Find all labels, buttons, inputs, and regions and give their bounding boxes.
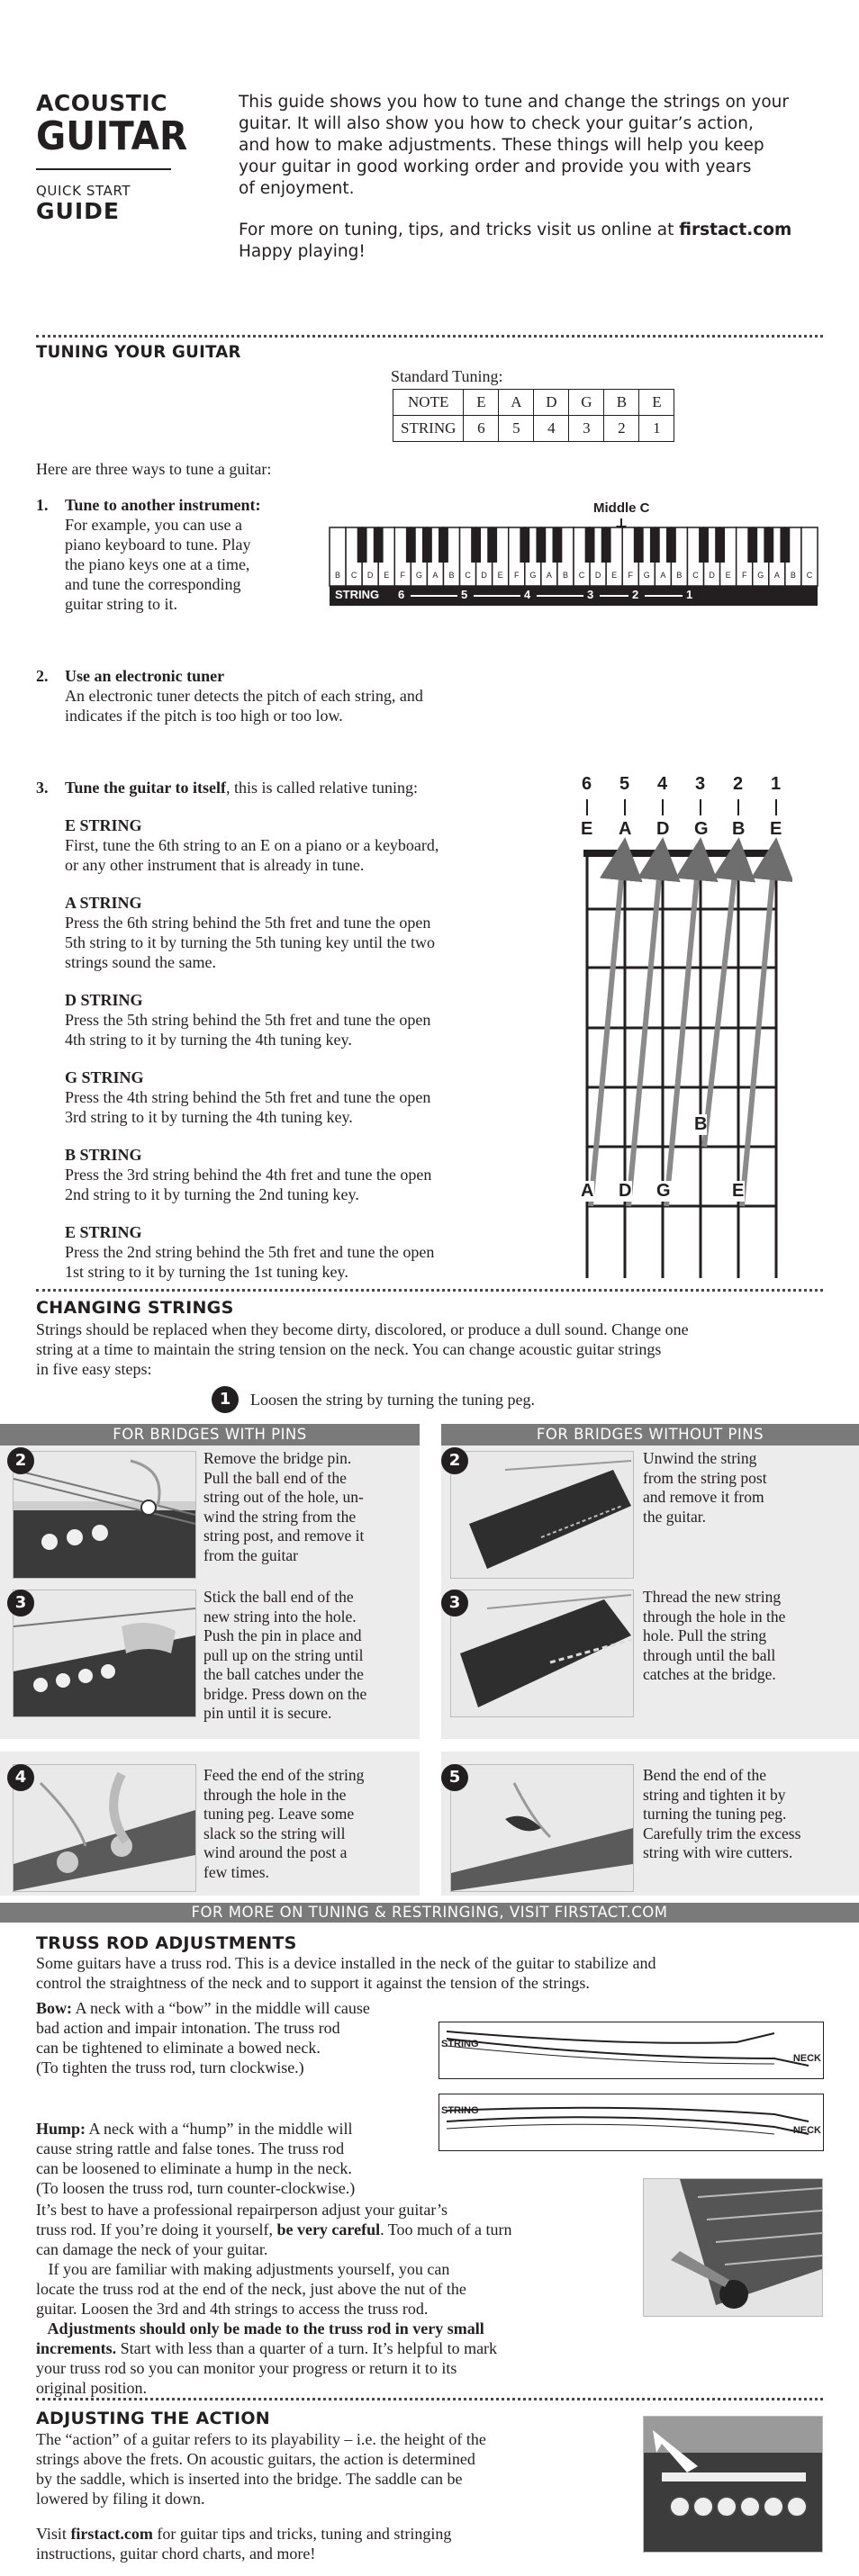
firstact-link[interactable]: firstact.com: [70, 2525, 153, 2543]
hump-diagram-svg: [439, 2094, 823, 2150]
method-1: [36, 495, 324, 614]
step-1-text: Loosen the string by turning the tuning peg.: [250, 1391, 535, 1409]
truss-rod-illustration: [644, 2179, 822, 2316]
fretboard-svg: [576, 774, 792, 1278]
table-cell: A: [499, 390, 534, 416]
relative-step-line: 3rd string to it by turning the 4th tuning key.: [65, 1108, 353, 1126]
black-key: [747, 527, 757, 563]
relative-step-line: 1st string to it by turning the 1st tuning key.: [65, 1263, 348, 1281]
key-label: F: [514, 571, 520, 580]
fretboard-fretted-note: A: [581, 1181, 594, 1201]
standard-tuning-label: Standard Tuning:: [391, 367, 503, 385]
black-key: [471, 527, 481, 563]
feed-string-photo: [13, 1764, 196, 1892]
fretboard-tick: [624, 799, 626, 815]
changing-heading: CHANGING STRINGS: [36, 1298, 234, 1318]
method-number: 1.: [36, 496, 49, 514]
key-label: B: [335, 571, 341, 580]
relative-step: [65, 893, 558, 972]
relative-step-title: B STRING: [65, 1146, 142, 1164]
standard-tuning-table: [393, 389, 674, 442]
key-label: D: [709, 571, 715, 580]
relative-step: [65, 815, 558, 875]
changing-intro: [36, 1320, 828, 1379]
fretboard-open-note: A: [619, 819, 632, 839]
black-key: [357, 527, 367, 563]
relative-step-line: First, tune the 6th string to an E on a piano or a keyboard,: [65, 836, 439, 854]
table-cell: 5: [499, 416, 534, 442]
fretboard-string-number: 4: [657, 774, 668, 794]
intro-line: Strings should be replaced when they become dirty, discolored, or produce a dull sound. Change one: [36, 1320, 689, 1338]
more-info-line: For more on tuning, tips, and tricks visit us online at firstact.com: [239, 221, 792, 239]
relative-tuning-fretboard: [576, 774, 792, 1278]
black-key: [553, 527, 563, 563]
relative-step-title: G STRING: [65, 1068, 144, 1086]
happy-playing: Happy playing!: [239, 242, 366, 261]
table-row: [393, 390, 674, 416]
bow-title: Bow:: [36, 1999, 72, 2017]
method-line: An electronic tuner detects the pitch of each string, and: [65, 687, 423, 705]
intro-line: guitar. It will also show you how to check your guitar’s action,: [239, 114, 754, 133]
relative-step-title: D STRING: [65, 991, 143, 1009]
fretboard-fretted-note: D: [619, 1181, 632, 1201]
black-key: [439, 527, 448, 563]
step-number-badge: 2: [441, 1447, 468, 1474]
black-key: [764, 527, 773, 563]
fretboard-string-number: 6: [582, 774, 592, 794]
relative-step-line: Press the 5th string behind the 5th fret and tune the open: [65, 1011, 431, 1029]
action-paragraph: The “action” of a guitar refers to its playability – i.e. the height of the strings above the frets. On acoustic guitars, the action is determined by the saddle, which is inserted into the bridge. The saddle can be lowered by filing it down.: [36, 2430, 486, 2508]
intro-line: in five easy steps:: [36, 1360, 152, 1378]
method-2: [36, 666, 576, 725]
fretboard-string-number: 2: [733, 774, 744, 794]
black-key: [601, 527, 611, 563]
relative-step: [65, 990, 558, 1049]
piano-keyboard-diagram: [326, 500, 821, 613]
hump-paragraph: Hump: A neck with a “hump” in the middle will cause string rattle and false tones. The truss rod can be loosened to eliminate a hump in the neck. (To loosen the truss rod, turn counter-clockwise.): [36, 2120, 356, 2197]
tuning-arrow: [591, 859, 623, 1206]
black-key: [487, 527, 497, 563]
black-key: [666, 527, 676, 563]
thread-string-illustration: [451, 1590, 633, 1716]
fretboard-open-note: B: [732, 819, 746, 839]
fretboard-nut: [583, 850, 780, 857]
truss-advice: It’s best to have a professional repairperson adjust your guitar’s truss rod. If you’re doing it yourself, be very careful. Too much of a turn can damage the neck of your guitar. If you are familiar with making adjustments yourself, you can locate the truss rod at the end of the neck, just above the nut of the guitar. Loosen the 3rd and 4th strings to access the truss rod. Adjustments should only be made to the truss rod in very small increments. Start with less than a quarter of a turn. It’s helpful to mark your truss rod so you can monitor your progress or return it to its original position.: [36, 2201, 512, 2397]
hump-diagram: [439, 2094, 824, 2151]
insert-string-illustration: [14, 1590, 195, 1716]
key-label: A: [773, 571, 780, 580]
black-key: [406, 527, 416, 563]
section-divider: [36, 335, 823, 338]
diagram-neck-label: NECK: [792, 2053, 821, 2064]
hump-title: Hump:: [36, 2120, 86, 2138]
key-label: D: [366, 571, 374, 580]
fretboard-fretted-note: G: [656, 1181, 671, 1201]
step-4-text: Feed the end of the string through the hole in the tuning peg. Leave some slack so the string will wind around the post a few times.: [203, 1766, 365, 1881]
table-cell: G: [569, 390, 604, 416]
black-key: [715, 527, 725, 563]
method-line: and tune the corresponding: [65, 575, 241, 593]
keyboard-string-number: 3: [587, 588, 594, 601]
keyboard-string-number: 5: [461, 588, 468, 601]
step-number-badge: 3: [441, 1590, 468, 1617]
firstact-link[interactable]: firstact.com: [679, 221, 792, 239]
visit-paragraph: Visit firstact.com for guitar tips and tricks, tuning and stringing instructions, guitar chord charts, and more!: [36, 2525, 452, 2562]
keyboard-string-number: 4: [524, 588, 531, 601]
saddle-photo: [643, 2416, 823, 2553]
fretboard-tick: [700, 799, 701, 815]
relative-step-line: Press the 3rd string behind the 4th fret and tune the open: [65, 1166, 432, 1184]
relative-step-title: A STRING: [65, 894, 142, 912]
key-label: C: [350, 571, 357, 580]
relative-step: [65, 1145, 558, 1204]
step-number-badge: 2: [7, 1447, 34, 1474]
truss-intro: Some guitars have a truss rod. This is a device installed in the neck of the guitar to stabilize and control the straightness of the neck and to support it against the tension of the strings.: [36, 1954, 656, 1992]
insert-string-photo: [13, 1590, 196, 1717]
method-title: Tune to another instrument:: [65, 496, 261, 514]
key-label: C: [578, 571, 585, 580]
table-cell: 2: [604, 416, 639, 442]
fretboard-tick: [775, 799, 777, 815]
remove-bridge-pin-photo: [13, 1451, 196, 1579]
table-cell: 4: [534, 416, 569, 442]
wire-cutters-illustration: [451, 1765, 633, 1891]
saddle-illustration: [644, 2417, 822, 2552]
black-key: [585, 527, 595, 563]
table-cell: E: [639, 390, 674, 416]
title-divider: [36, 168, 171, 170]
fretboard-open-note: G: [694, 819, 709, 839]
key-label: E: [497, 571, 503, 580]
without-pins-step-3-text: Thread the new string through the hole in the hole. Pull the string through until the ball catches at the bridge.: [643, 1588, 786, 1683]
unwind-string-illustration: [451, 1452, 633, 1578]
tuning-heading: TUNING YOUR GUITAR: [36, 342, 241, 362]
relative-step-line: Press the 6th string behind the 5th fret and tune the open: [65, 914, 431, 932]
key-label: F: [400, 571, 406, 580]
without-pins-step-2-text: Unwind the string from the string post and remove it from the guitar.: [643, 1449, 767, 1526]
key-label: G: [757, 571, 764, 580]
key-label: C: [692, 571, 699, 580]
method-title: Tune the guitar to itself: [65, 779, 227, 797]
subtitle-guide: GUIDE: [36, 198, 120, 224]
truss-heading: TRUSS ROD ADJUSTMENTS: [36, 1933, 297, 1953]
black-key: [536, 527, 546, 563]
key-label: G: [415, 571, 422, 580]
relative-step-line: or any other instrument that is already in tune.: [65, 856, 365, 874]
fretboard-string-number: 1: [771, 774, 782, 794]
fretboard-tick: [737, 799, 739, 815]
keyboard-string-number: 2: [632, 588, 639, 601]
diagram-neck-label: NECK: [792, 2125, 821, 2136]
table-cell: STRING: [393, 416, 464, 442]
fretboard-string-number: 5: [619, 774, 630, 794]
diagram-string-label: STRING: [441, 2105, 479, 2116]
fretboard-open-note: E: [770, 819, 782, 839]
intro-line: string at a time to maintain the string tension on the neck. You can change acoustic guitar strings: [36, 1340, 662, 1358]
fretboard-b-note: B: [694, 1114, 708, 1134]
subtitle-quick-start: QUICK START: [36, 183, 131, 199]
table-cell: E: [464, 390, 499, 416]
fretboard-open-note: E: [581, 819, 593, 839]
relative-step-title: E STRING: [65, 816, 142, 834]
tuning-arrow: [666, 859, 699, 1206]
bow-diagram: [439, 2022, 824, 2079]
guide-subtitle: [36, 183, 131, 224]
key-label: E: [611, 571, 618, 580]
black-key: [422, 527, 432, 563]
three-ways-text: Here are three ways to tune a guitar:: [36, 460, 272, 478]
tuning-arrow: [704, 859, 737, 1147]
method-title: Use an electronic tuner: [65, 667, 225, 685]
keyboard-string-number: 1: [686, 588, 693, 601]
action-heading: ADJUSTING THE ACTION: [36, 2409, 270, 2428]
table-cell: 6: [464, 416, 499, 442]
with-pins-step-2-text: Remove the bridge pin. Pull the ball end of the string out of the hole, un- wind the string from the string post, and remove it from the guitar: [203, 1449, 365, 1564]
key-label: A: [432, 571, 439, 580]
with-pins-bar: FOR BRIDGES WITH PINS: [0, 1424, 420, 1446]
guide-title: [36, 92, 201, 158]
step-number-badge: 3: [7, 1590, 34, 1617]
bridge-pins-illustration: [14, 1452, 195, 1578]
intro-line: and how to make adjustments. These things will help you keep: [239, 136, 764, 155]
table-cell: D: [534, 390, 569, 416]
key-label: E: [384, 571, 390, 580]
step-number-badge: 5: [441, 1764, 468, 1791]
key-label: C: [465, 571, 471, 580]
bow-paragraph: Bow: A neck with a “bow” in the middle will cause bad action and impair intonation. The truss rod can be tightened to eliminate a bowed neck. (To tighten the truss rod, turn clockwise.): [36, 1999, 370, 2076]
method-number: 3.: [36, 779, 49, 797]
without-pins-bar: FOR BRIDGES WITHOUT PINS: [441, 1424, 859, 1446]
restringing-footer-bar: FOR MORE ON TUNING & RESTRINGING, VISIT FIRSTACT.COM: [0, 1903, 859, 1923]
relative-step-line: 4th string to it by turning the 4th tuning key.: [65, 1031, 352, 1049]
key-label: B: [448, 571, 455, 580]
table-cell: B: [604, 390, 639, 416]
unwind-string-photo: [450, 1451, 634, 1579]
be-careful-emphasis: be very careful: [276, 2220, 381, 2238]
relative-step-line: 2nd string to it by turning the 2nd tuning key.: [65, 1185, 359, 1203]
key-label: B: [676, 571, 683, 580]
black-key: [650, 527, 660, 563]
thread-string-photo: [450, 1590, 634, 1717]
black-key: [520, 527, 529, 563]
relative-step: [65, 1067, 558, 1127]
tuning-peg-illustration: [14, 1765, 195, 1891]
table-cell: NOTE: [393, 390, 464, 416]
relative-step-line: Press the 2nd string behind the 5th fret and tune the open: [65, 1243, 435, 1261]
step-number-badge: 1: [212, 1386, 239, 1413]
black-key: [634, 527, 644, 563]
key-label: D: [594, 571, 601, 580]
method-line: indicates if the pitch is too high or too low.: [65, 707, 343, 725]
fretboard-string-number: 3: [695, 774, 706, 794]
method-3: [36, 778, 558, 1282]
diagram-string-label: STRING: [441, 2039, 479, 2049]
section-divider: [36, 1289, 823, 1292]
trim-string-photo: [450, 1764, 634, 1892]
middle-c-label: Middle C: [593, 500, 650, 516]
step-5-text: Bend the end of the string and tighten it by turning the tuning peg. Carefully trim the excess string with wire cutters.: [643, 1766, 801, 1861]
intro-line: This guide shows you how to tune and change the strings on your: [239, 93, 790, 112]
key-label: F: [741, 571, 747, 580]
relative-step-line: Press the 4th string behind the 5th fret and tune the open: [65, 1088, 431, 1106]
intro-line: of enjoyment.: [239, 179, 355, 198]
title-guitar: GUITAR: [36, 113, 188, 159]
tuning-arrow: [742, 859, 774, 1206]
black-key: [780, 527, 790, 563]
fretboard-open-note: D: [656, 819, 670, 839]
step-number-badge: 4: [7, 1764, 34, 1791]
relative-step-title: E STRING: [65, 1223, 142, 1241]
keyboard-string-label: STRING: [335, 588, 380, 601]
table-cell: 1: [639, 416, 674, 442]
key-label: G: [643, 571, 650, 580]
tuning-arrow: [628, 859, 661, 1206]
key-label: F: [628, 571, 633, 580]
fretboard-tick: [586, 799, 588, 815]
bow-diagram-svg: [439, 2022, 823, 2078]
intro-line: your guitar in good working order and provide you with years: [239, 158, 752, 176]
key-label: E: [725, 571, 731, 580]
key-label: B: [790, 571, 796, 580]
table-row: [393, 416, 674, 442]
relative-step-line: 5th string to it by turning the 5th tuning key until the two: [65, 933, 435, 951]
method-number: 2.: [36, 667, 49, 685]
intro-text: [239, 92, 833, 263]
relative-step: [65, 1222, 558, 1282]
method-title-rest: , this is called relative tuning:: [226, 779, 418, 797]
truss-rod-photo: [643, 2178, 823, 2317]
fretboard-tick: [662, 799, 664, 815]
title-acoustic: ACOUSTIC: [36, 90, 167, 116]
fretboard-fretted-note: E: [732, 1181, 745, 1201]
key-label: G: [529, 571, 537, 580]
keyboard-string-number: 6: [398, 588, 405, 601]
key-label: B: [562, 571, 568, 580]
key-label: A: [546, 571, 552, 580]
black-key: [374, 527, 384, 563]
table-cell: 3: [569, 416, 604, 442]
method-line: piano keyboard to tune. Play: [65, 536, 251, 554]
key-label: D: [481, 571, 487, 580]
method-line: the piano keys one at a time,: [65, 555, 250, 573]
with-pins-step-3-text: Stick the ball end of the new string into the hole. Push the pin in place and pull up on the string until the ball catches under the bridge. Press down on the pin until it is secure.: [203, 1588, 367, 1722]
key-label: C: [806, 571, 813, 580]
relative-step-line: strings sound the same.: [65, 953, 216, 971]
section-divider: [36, 2398, 823, 2400]
method-line: guitar string to it.: [65, 595, 177, 613]
method-line: For example, you can use a: [65, 516, 242, 534]
key-label: A: [660, 571, 666, 580]
black-key: [699, 527, 709, 563]
